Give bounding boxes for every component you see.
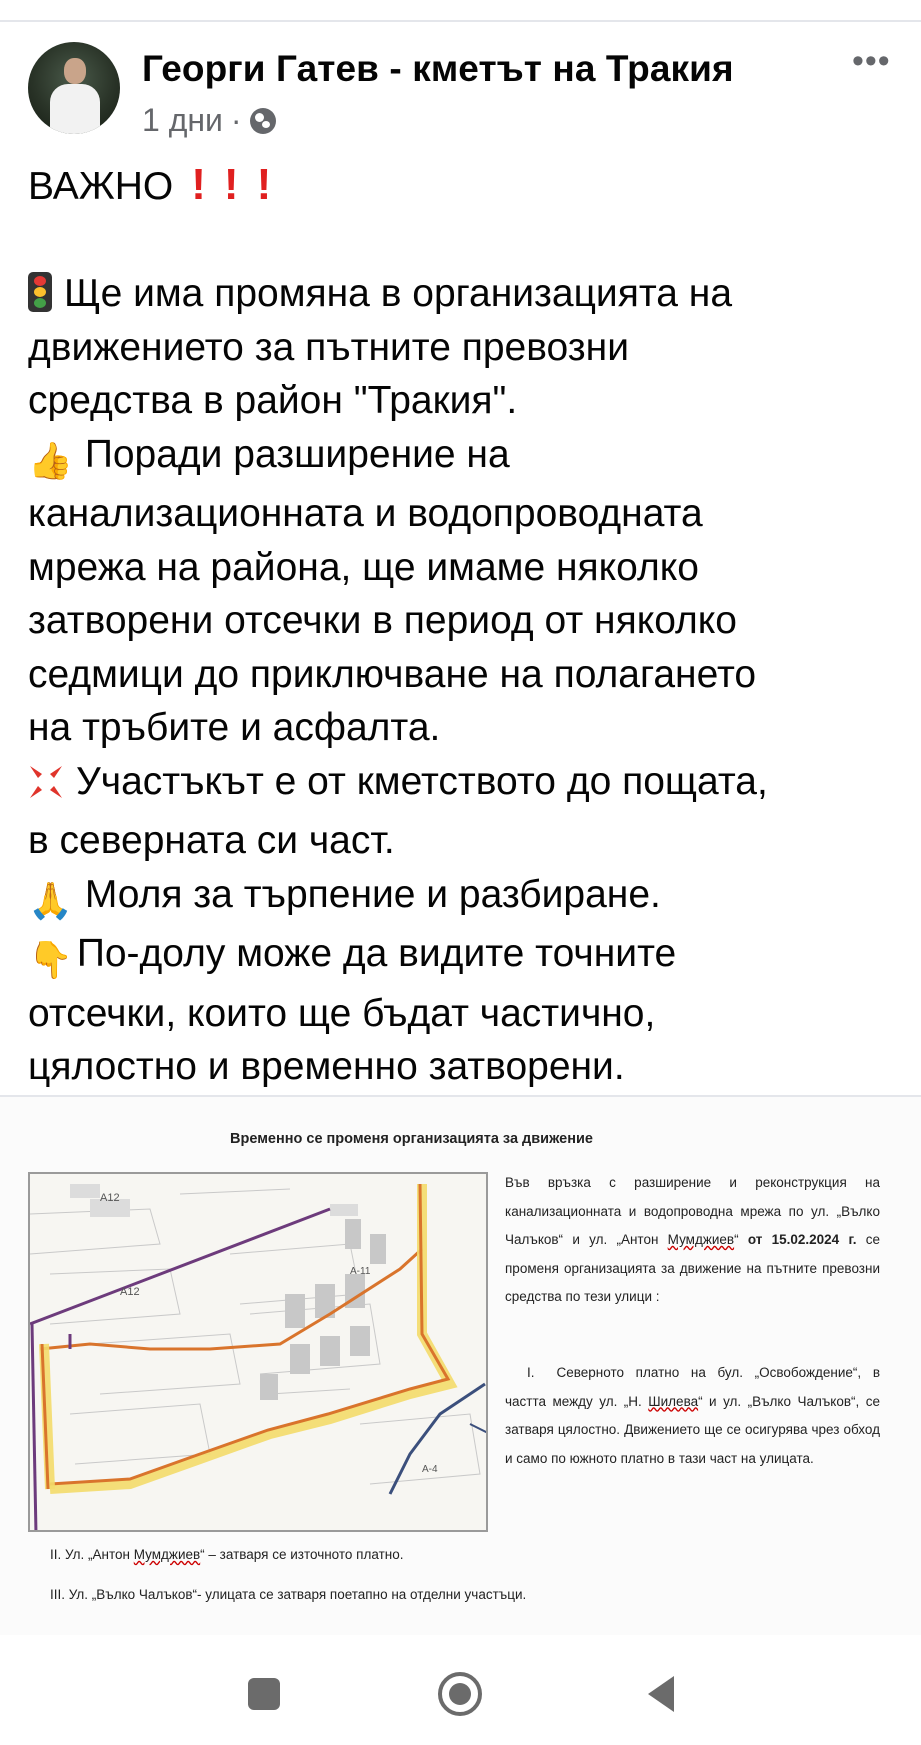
doc-item-1: I. Северното платно на бул. „Освобождение“, в частта между ул. „Н. Шилева“ и ул. „Вълко Чалъков“, се затваря цялостно. Движението ще се осигурява чрез обход и само по южното платно в тази част на улицата. <box>505 1365 880 1466</box>
post-line-5: 👍 Поради разширение на <box>28 428 908 488</box>
doc-item-2: II. Ул. „Антон Мумджиев“ – затваря се източното платно. <box>50 1547 404 1562</box>
attached-document-image[interactable] <box>0 1095 921 1635</box>
post-line-6: канализационната и водопроводната <box>28 492 703 535</box>
post-line-12: в северната си част. <box>28 819 395 862</box>
meta-separator: · <box>230 102 242 138</box>
map-label-a11: A-11 <box>350 1266 371 1277</box>
more-options-icon[interactable]: ••• <box>852 42 891 80</box>
post-line-7: мрежа на района, ще имаме няколко <box>28 545 699 589</box>
post-line-16: цялостно и временно затворени. <box>28 1045 625 1088</box>
post-line-2: Ще има промяна в организацията на <box>28 267 908 321</box>
recent-apps-square-icon[interactable] <box>240 1670 288 1718</box>
map-label-a12-mid: A12 <box>120 1286 140 1298</box>
exclamation-icon: ! <box>256 160 272 209</box>
post-line-9: седмици до приключване на полагането <box>28 652 757 696</box>
android-navigation-bar <box>0 1640 921 1745</box>
home-circle-icon[interactable] <box>436 1670 484 1718</box>
globe-icon <box>250 108 276 134</box>
post-time[interactable]: 1 дни <box>142 102 223 138</box>
thumbs-up-icon: 👍 <box>28 439 73 481</box>
praying-hands-icon: 🙏 <box>28 879 73 921</box>
exclamation-icon: ! <box>191 160 206 209</box>
map-label-a12-top: A12 <box>100 1192 120 1204</box>
doc-intro-paragraph: Във връзка с разширение и реконструкция на канализационната и водопроводна мрежа по ул. „Вълко Чалъков“ и ул. „Антон Мумджиев“ от 15.02.2024 г. се променя организацията за движение на пътните превозни средства по тези улици : <box>505 1175 881 1304</box>
post-line-14: 👇 По-долу може да видите точните <box>28 927 908 987</box>
post-line-15: отсечки, които ще бъдат частично, <box>28 991 656 1035</box>
post-line-1 <box>28 214 908 268</box>
author-name[interactable]: Георги Гатев - кметът на Тракия <box>142 48 734 89</box>
post-line-11: Участъкът е от кметството до пощата, <box>28 755 908 815</box>
doc-item-3: III. Ул. „Вълко Чалъков“- улицата се затваря поетапно на отделни участъци. <box>50 1587 527 1602</box>
doc-title: Временно се променя организацията за движение <box>230 1131 593 1147</box>
post-meta <box>142 102 276 139</box>
post-line-3: движението за пътните превозни <box>28 325 629 369</box>
post-header <box>0 30 921 145</box>
map-label-a4: A-4 <box>422 1464 438 1475</box>
top-divider <box>0 20 921 22</box>
post-text <box>28 158 908 1094</box>
post-line-4: средства в район "Тракия". <box>28 379 518 422</box>
traffic-light-icon <box>28 272 52 312</box>
avatar[interactable] <box>28 42 120 134</box>
anger-icon <box>28 761 64 815</box>
pointing-down-icon: 👇 <box>28 939 73 980</box>
post-line-0: ВАЖНО ! ! ! <box>28 160 272 209</box>
back-triangle-icon[interactable] <box>638 1670 686 1718</box>
post-line-10: на тръбите и асфалта. <box>28 706 441 749</box>
map-image <box>28 1172 488 1532</box>
exclamation-icon: ! <box>223 160 239 209</box>
post-line-8: затворени отсечки в период от няколко <box>28 599 737 642</box>
post-line-13: 🙏 Моля за търпение и разбиране. <box>28 868 908 928</box>
